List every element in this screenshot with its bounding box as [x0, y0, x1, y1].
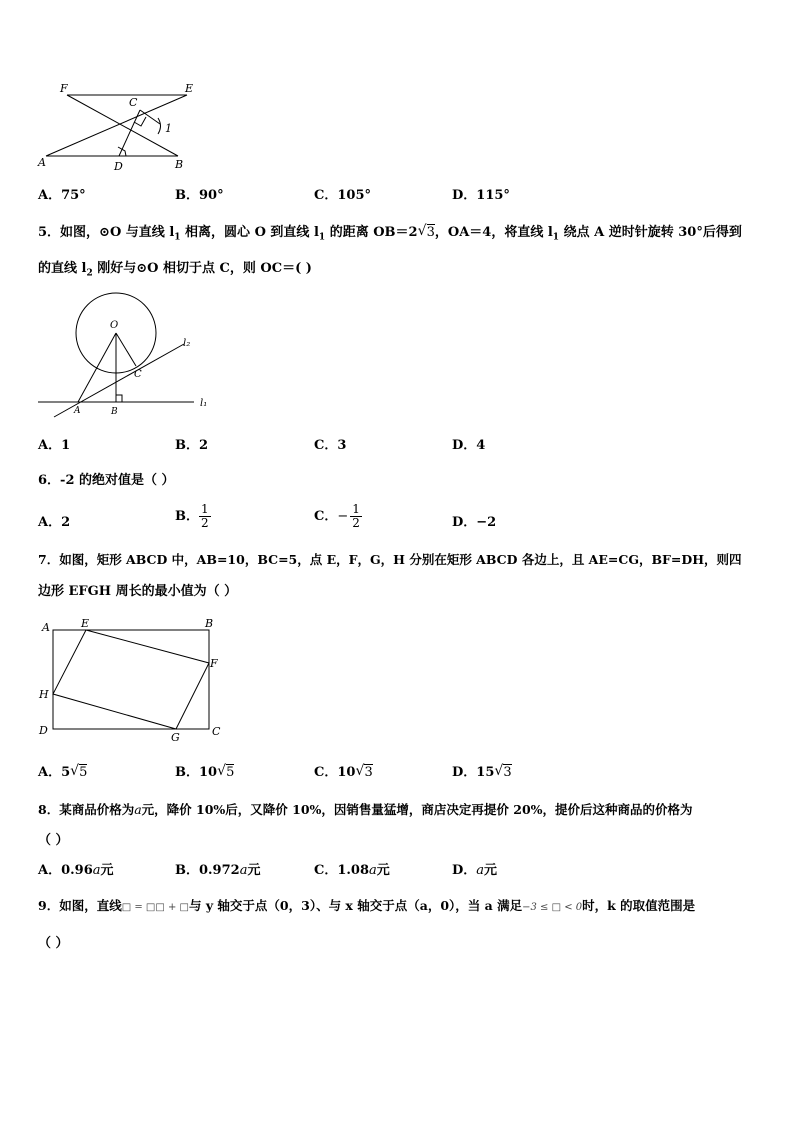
q6-option-c-label: C．	[314, 508, 338, 524]
sqrt-symbol	[494, 764, 511, 782]
fig7-label-b: B	[205, 617, 214, 630]
radicand: 3	[503, 765, 512, 780]
q8-option-c[interactable]	[314, 862, 390, 880]
fig5-label-c: C	[134, 369, 142, 380]
unit-yuan: 元	[247, 863, 261, 878]
q8-option-d[interactable]	[452, 862, 497, 880]
q7-option-d-label: D．15	[452, 765, 495, 780]
q9-text: 9．如图，直线	[38, 898, 122, 913]
unit-yuan: 元	[484, 863, 498, 878]
q9-text: 时，k 的取值范围是	[582, 898, 696, 913]
unit-yuan: 元	[100, 863, 114, 878]
q9-stem-line1	[38, 897, 695, 917]
variable-a: a	[476, 863, 485, 878]
q7-option-b-label: B．10	[175, 765, 218, 780]
fig7-label-a: A	[42, 621, 50, 634]
fig7-label-d: D	[39, 724, 48, 737]
q6-option-d[interactable]: D．−2	[452, 515, 497, 530]
fig5-label-a: A	[74, 406, 81, 416]
q5-text: 的距离 OB＝2	[325, 225, 418, 240]
q5-option-c[interactable]: C．3	[314, 438, 347, 453]
q8-text: 8．某商品价格为	[38, 802, 135, 817]
variable-a: a	[369, 863, 377, 878]
q8-option-b[interactable]	[175, 862, 260, 880]
q6-option-b[interactable]	[175, 503, 211, 530]
q6-option-b-fraction	[199, 503, 211, 530]
q5-option-a[interactable]: A．1	[38, 438, 71, 453]
q9-text: 与 y 轴交于点（0，3）、与 x 轴交于点（a，0），当 a 满足	[188, 898, 523, 913]
q7-figure	[30, 612, 230, 742]
q6-option-c[interactable]	[314, 503, 362, 530]
fig7-label-h: H	[39, 688, 49, 701]
q5-radicand: 3	[426, 225, 435, 240]
q5-figure	[30, 290, 220, 420]
sqrt-symbol	[70, 764, 87, 782]
fig4-label-e: E	[185, 82, 194, 95]
q5-stem-line1	[38, 224, 742, 247]
variable-a: a	[134, 802, 142, 817]
fraction-numerator: 1	[201, 502, 209, 516]
q5-text: ，OA＝4，将直线 l	[434, 225, 553, 240]
q8-option-a-label: A．0.96	[38, 863, 93, 878]
q7-option-a[interactable]	[38, 764, 87, 782]
q8-stem-line2: （ ）	[38, 833, 69, 848]
q5-sub: 2	[86, 268, 93, 279]
q4-option-c[interactable]: C．105°	[314, 188, 371, 203]
q5-text: 刚好与⊙O 相切于点 C，则 OC＝( )	[92, 261, 312, 276]
fig7-label-g: G	[171, 731, 180, 742]
sqrt-symbol	[355, 764, 372, 782]
q7-option-c-label: C．10	[314, 765, 356, 780]
minus-sign: −	[337, 508, 349, 524]
q5-text: 的直线 l	[38, 261, 87, 276]
q7-option-a-label: A．5	[38, 765, 71, 780]
radicand: 5	[79, 765, 88, 780]
radicand: 5	[226, 765, 235, 780]
fig4-label-f: F	[60, 82, 68, 95]
fig5-label-l2: l₂	[183, 338, 191, 349]
q4-option-a[interactable]: A．75°	[38, 188, 86, 203]
q9-stem-line2: （ ）	[38, 936, 69, 951]
q5-sub: 1	[552, 232, 560, 243]
fig4-label-d: D	[114, 160, 123, 173]
q4-option-b[interactable]: B．90°	[175, 188, 224, 203]
fig5-label-o: O	[110, 320, 119, 331]
q9-condition: −3 ≤ □ < 0	[522, 902, 583, 913]
radicand: 3	[364, 765, 373, 780]
fig7-label-e: E	[81, 617, 90, 630]
fig4-label-c: C	[129, 96, 138, 109]
variable-a: a	[239, 863, 248, 878]
fig4-label-b: B	[175, 158, 184, 171]
q7-option-c[interactable]	[314, 764, 373, 782]
q5-text: 绕点 A 逆时针旋转 30°后得到	[559, 225, 742, 240]
q7-option-d[interactable]	[452, 764, 512, 782]
q6-option-a[interactable]: A．2	[38, 515, 71, 530]
q7-option-b[interactable]	[175, 764, 234, 782]
sqrt-symbol	[418, 224, 435, 242]
fig5-label-b: B	[111, 407, 118, 417]
q5-stem-line2	[38, 260, 312, 283]
fig5-label-l1: l₁	[200, 398, 208, 409]
q8-option-c-label: C．1.08	[314, 863, 370, 878]
q7-stem-line2: 边形 EFGH 周长的最小值为（ ）	[38, 584, 238, 599]
q4-option-d[interactable]: D．115°	[452, 188, 510, 203]
sqrt-symbol	[217, 764, 234, 782]
q8-option-a[interactable]	[38, 862, 114, 880]
q4-figure	[30, 78, 210, 174]
unit-yuan: 元	[376, 863, 390, 878]
q7-stem-line1: 7．如图，矩形 ABCD 中，AB=10，BC=5，点 E，F，G，H 分别在矩形 ABCD 各边上，且 AE=CG，BF=DH，则四	[38, 552, 742, 567]
variable-a: a	[92, 863, 101, 878]
q5-sub: 1	[174, 232, 181, 243]
q9-formula: □ = □□ + □	[121, 902, 189, 913]
q5-sub: 1	[318, 232, 326, 243]
fig4-label-angle-1: 1	[165, 122, 172, 135]
q6-stem: 6．-2 的绝对值是（ ）	[38, 473, 175, 488]
q6-option-c-fraction	[350, 503, 362, 530]
q8-text: 元，降价 10%后，又降价 10%，因销售量猛增，商店决定再提价 20%，提价后这种商品的价格为	[141, 802, 693, 817]
q5-text: 5．如图，⊙O 与直线 l	[38, 225, 175, 240]
fig4-label-a: A	[38, 156, 46, 169]
fraction-numerator: 1	[352, 502, 360, 516]
q8-option-d-label: D．	[452, 863, 477, 878]
q6-option-b-label: B．	[175, 508, 199, 524]
q5-text: 相离，圆心 O 到直线 l	[180, 225, 319, 240]
fig7-label-f: F	[210, 657, 218, 670]
fraction-denominator: 2	[352, 516, 360, 530]
q8-stem-line1	[38, 801, 693, 819]
q5-option-b[interactable]: B．2	[175, 438, 209, 453]
fig7-label-c: C	[212, 725, 221, 738]
fraction-denominator: 2	[201, 516, 209, 530]
q8-option-b-label: B．0.972	[175, 863, 240, 878]
q5-option-d[interactable]: D．4	[452, 438, 486, 453]
